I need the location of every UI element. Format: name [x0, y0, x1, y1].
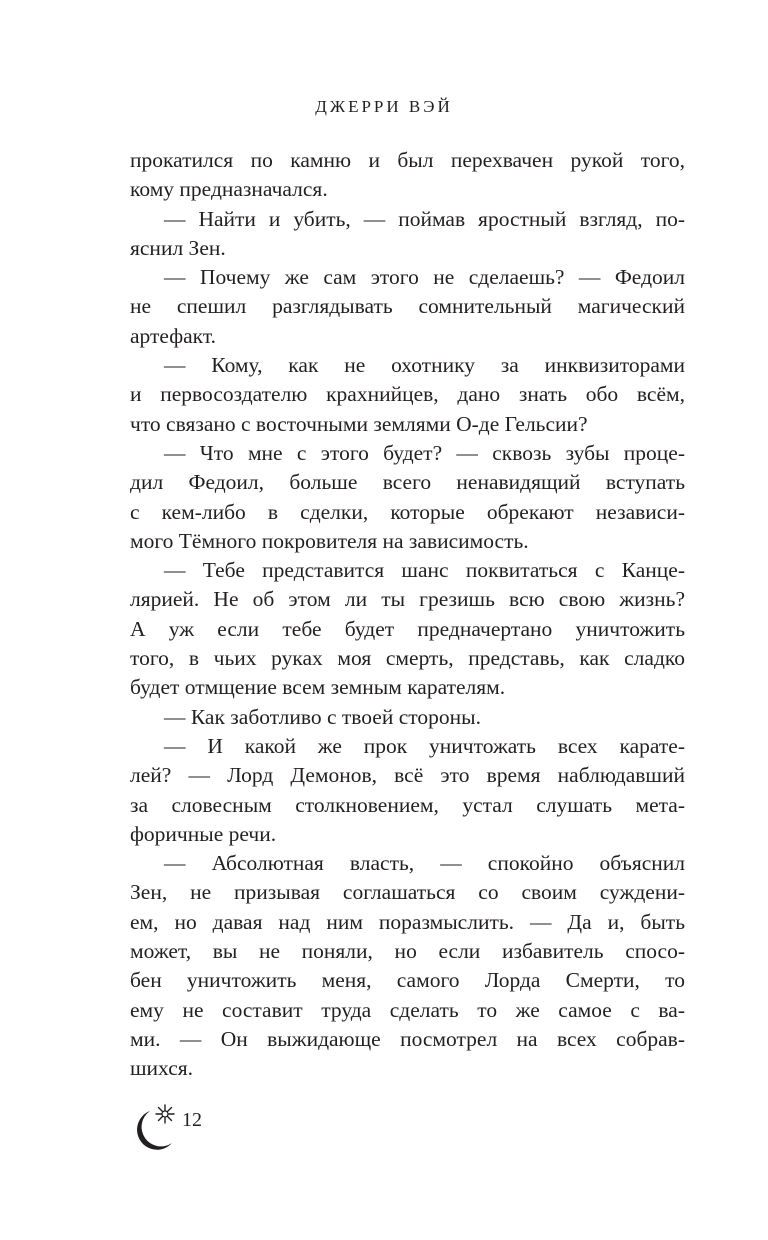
text-line: — Тебе представится шанс поквитаться с Канце-	[164, 558, 685, 583]
text-line: — Почему же сам этого не сделаешь? — Федоил	[164, 265, 685, 290]
text-line: ему не составит труда сделать то же самое с ва-	[130, 997, 685, 1022]
page-number: 12	[182, 1109, 202, 1131]
text-line: с кем-либо в сделки, которые обрекают независи-	[130, 499, 685, 524]
text-line: прокатился по камню и был перехвачен рукой того,	[130, 148, 685, 172]
text-line: А уж если тебе будет предначертано уничтожить	[130, 616, 685, 641]
text-line: кому предназначался.	[130, 177, 328, 202]
text-line: — И какой же прок уничтожать всех карате-	[164, 733, 685, 758]
text-line: ем, но давая над ним поразмыслить. — Да и, быть	[130, 909, 685, 934]
text-line: того, в чьих руках моя смерть, представь, как сладко	[130, 646, 685, 671]
text-line: лей? — Лорд Демонов, всё это время наблюдавший	[130, 763, 685, 788]
text-line: — Как заботливо с твоей стороны.	[164, 704, 481, 729]
text-line: бен уничтожить меня, самого Лорда Смерти, то	[130, 968, 685, 993]
text-line: дил Федоил, больше всего ненавидящий вступать	[130, 470, 685, 495]
text-line: лярией. Не об этом ли ты грезишь всю свою жизнь?	[130, 587, 685, 612]
text-line: форичные речи.	[130, 821, 277, 846]
text-line: будет отмщение всем земным карателям.	[130, 675, 506, 700]
page-folio	[132, 1103, 222, 1153]
text-line: что связано с восточными землями О-де Гельсии?	[130, 411, 588, 436]
crescent-moon-star-icon	[132, 1103, 180, 1153]
body-text	[130, 146, 685, 1084]
text-line: мого Тёмного покровителя на зависимость.	[130, 528, 529, 553]
text-line: яснил Зен.	[130, 235, 226, 260]
text-line: может, вы не поняли, но если избавитель спосо-	[130, 939, 685, 964]
text-line: — Найти и убить, — поймав яростный взгляд, по-	[164, 206, 685, 231]
text-line: ми. — Он выжидающе посмотрел на всех собрав-	[130, 1026, 685, 1051]
text-line: артефакт.	[130, 323, 216, 348]
text-line: — Абсолютная власть, — спокойно объяснил	[164, 851, 685, 876]
text-line: шихся.	[130, 1056, 193, 1081]
text-line: Зен, не призывая соглашаться со своим суждени-	[130, 880, 685, 905]
text-line: — Что мне с этого будет? — сквозь зубы проце-	[164, 440, 685, 465]
text-line: за словесным столкновением, устал слушать мета-	[130, 792, 685, 817]
text-line: и первосоздателю крахнийцев, дано знать обо всём,	[130, 382, 685, 407]
text-line: не спешил разглядывать сомнительный магический	[130, 294, 685, 319]
text-line: — Кому, как не охотнику за инквизиторами	[164, 353, 685, 378]
running-head: ДЖЕРРИ ВЭЙ	[315, 97, 453, 116]
